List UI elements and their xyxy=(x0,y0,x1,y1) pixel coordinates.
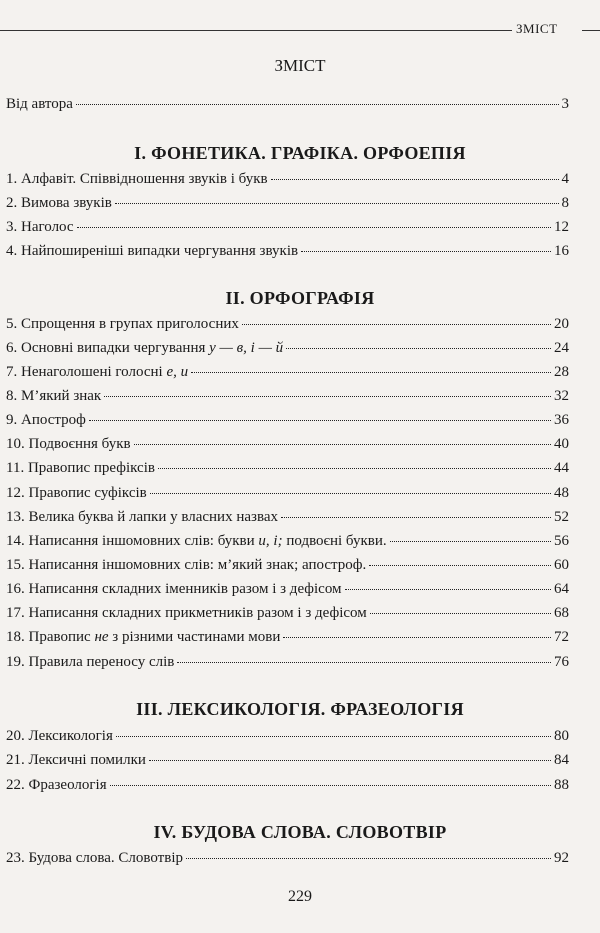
running-head: ЗМІСТ xyxy=(516,21,558,36)
toc-entry-text xyxy=(6,364,188,381)
toc-entry-text: 16. Написання складних іменників разом і з дефісом xyxy=(6,581,342,597)
toc-page-number: 48 xyxy=(554,485,569,501)
toc-page-number: 8 xyxy=(561,195,569,211)
dot-leader xyxy=(104,396,551,397)
toc-page-number: 92 xyxy=(554,850,569,866)
toc-row-intro[interactable] xyxy=(6,96,569,114)
toc-entry-suffix: з різними частинами мови xyxy=(108,629,281,645)
dot-leader xyxy=(115,203,559,204)
dot-leader xyxy=(177,662,551,663)
toc-entry-prefix: 6. Основні випадки чергування xyxy=(6,340,210,356)
dot-leader xyxy=(369,565,551,566)
section-heading-1: І. ФОНЕТИКА. ГРАФІКА. ОРФОЕПІЯ xyxy=(134,143,466,163)
toc-entry-suffix: подвоєні букви. xyxy=(282,533,387,549)
page-number: 229 xyxy=(288,888,312,905)
dot-leader xyxy=(286,348,551,349)
toc-entry-italic: е, и xyxy=(166,364,189,380)
toc-row[interactable] xyxy=(6,533,569,551)
dot-leader xyxy=(89,420,551,421)
toc-entry-prefix: 14. Написання іншомовних слів: букви xyxy=(6,533,259,549)
toc-row[interactable] xyxy=(6,850,569,868)
page-title: ЗМІСТ xyxy=(274,56,326,75)
dot-leader xyxy=(271,179,559,180)
dot-leader xyxy=(134,444,551,445)
toc-entry-text: 8. М’який знак xyxy=(6,388,102,404)
toc-row[interactable] xyxy=(6,219,569,237)
toc-row[interactable] xyxy=(6,243,569,261)
toc-entry-text: 10. Подвоєння букв xyxy=(6,436,131,452)
toc-entry-text: 13. Велика буква й лапки у власних назвах xyxy=(6,509,278,525)
toc-page-number: 56 xyxy=(554,533,569,549)
toc-entry-text: 21. Лексичні помилки xyxy=(6,752,146,768)
dot-leader xyxy=(110,785,551,786)
toc-page-number: 84 xyxy=(554,752,569,768)
toc-row[interactable] xyxy=(6,388,569,406)
toc-page-number: 16 xyxy=(554,243,569,259)
header-rule-right xyxy=(582,30,600,31)
dot-leader xyxy=(149,760,551,761)
toc-entry-italic: не xyxy=(94,629,109,645)
section-heading-3: ІІІ. ЛЕКСИКОЛОГІЯ. ФРАЗЕОЛОГІЯ xyxy=(136,699,464,719)
toc-row[interactable] xyxy=(6,605,569,623)
toc-row[interactable] xyxy=(6,436,569,454)
toc-page-number: 28 xyxy=(554,364,569,380)
toc-entry-text: 4. Найпоширеніші випадки чергування звуків xyxy=(6,243,299,259)
toc-page-number: 32 xyxy=(554,388,569,404)
toc-page-number: 12 xyxy=(554,219,569,235)
toc-entry-text: 1. Алфавіт. Співвідношення звуків і букв xyxy=(6,171,268,187)
toc-page-number: 20 xyxy=(554,316,569,332)
toc-page-number: 36 xyxy=(554,412,569,428)
dot-leader xyxy=(150,493,551,494)
toc-entry-text: 9. Апостроф xyxy=(6,412,86,428)
toc-row[interactable] xyxy=(6,364,569,382)
toc-row[interactable] xyxy=(6,777,569,795)
section-heading-4: IV. БУДОВА СЛОВА. СЛОВОТВІР xyxy=(153,822,447,842)
toc-row[interactable] xyxy=(6,460,569,478)
toc-row[interactable] xyxy=(6,195,569,213)
toc-page-number: 60 xyxy=(554,557,569,573)
toc-entry-italic: у — в, і — й xyxy=(209,340,284,356)
toc-entry-text xyxy=(6,533,387,550)
toc-entry-text: 11. Правопис префіксів xyxy=(6,460,155,476)
toc-entry-text: 3. Наголос xyxy=(6,219,74,235)
toc-entry-text: 20. Лексикологія xyxy=(6,728,113,744)
dot-leader xyxy=(301,251,551,252)
toc-page-number: 80 xyxy=(554,728,569,744)
toc-page-number: 72 xyxy=(554,629,569,645)
toc-page-number: 76 xyxy=(554,654,569,670)
toc-row[interactable] xyxy=(6,752,569,770)
toc-entry-text: 22. Фразеологія xyxy=(6,777,107,793)
toc-row[interactable] xyxy=(6,509,569,527)
section-heading-2: ІІ. ОРФОГРАФІЯ xyxy=(225,288,375,308)
toc-entry-text: 17. Написання складних прикметників разом і з дефісом xyxy=(6,605,367,621)
toc-page-number: 24 xyxy=(554,340,569,356)
header-rule xyxy=(0,30,512,31)
toc-page-number: 52 xyxy=(554,509,569,525)
toc-page-number: 88 xyxy=(554,777,569,793)
toc-page-number: 44 xyxy=(554,460,569,476)
toc-row[interactable] xyxy=(6,340,569,358)
dot-leader xyxy=(370,613,551,614)
toc-row[interactable] xyxy=(6,728,569,746)
toc-entry-text xyxy=(6,340,283,357)
toc-row[interactable] xyxy=(6,557,569,575)
dot-leader xyxy=(281,517,551,518)
toc-row[interactable] xyxy=(6,171,569,189)
dot-leader xyxy=(390,541,551,542)
toc-entry-prefix: 7. Ненаголошені голосні xyxy=(6,364,167,380)
toc-entry-text: Від автора xyxy=(6,96,73,112)
toc-page-number: 40 xyxy=(554,436,569,452)
toc-entry-text: 19. Правила переносу слів xyxy=(6,654,175,670)
toc-page-number: 4 xyxy=(561,171,569,187)
dot-leader xyxy=(345,589,551,590)
toc-entry-text: 23. Будова слова. Словотвір xyxy=(6,850,183,866)
toc-entry-text: 2. Вимова звуків xyxy=(6,195,112,211)
dot-leader xyxy=(191,372,551,373)
toc-row[interactable] xyxy=(6,581,569,599)
dot-leader xyxy=(116,736,551,737)
toc-entry-italic: и, і; xyxy=(258,533,283,549)
toc-row[interactable] xyxy=(6,316,569,334)
toc-entry-prefix: 18. Правопис xyxy=(6,629,95,645)
dot-leader xyxy=(186,858,551,859)
toc-entry-text xyxy=(6,629,280,646)
toc-entry-text: 5. Спрощення в групах приголосних xyxy=(6,316,239,332)
toc-row[interactable] xyxy=(6,485,569,503)
dot-leader xyxy=(76,104,559,105)
toc-entry-text: 12. Правопис суфіксів xyxy=(6,485,147,501)
dot-leader xyxy=(77,227,551,228)
toc-page-number: 64 xyxy=(554,581,569,597)
toc-row[interactable] xyxy=(6,412,569,430)
toc-entry-text: 15. Написання іншомовних слів: м’який знак; апостроф. xyxy=(6,557,367,573)
toc-row[interactable] xyxy=(6,654,569,672)
dot-leader xyxy=(158,468,551,469)
dot-leader xyxy=(242,324,551,325)
dot-leader xyxy=(283,637,551,638)
toc-row[interactable] xyxy=(6,629,569,647)
toc-page-number: 3 xyxy=(561,96,569,112)
toc-page-number: 68 xyxy=(554,605,569,621)
